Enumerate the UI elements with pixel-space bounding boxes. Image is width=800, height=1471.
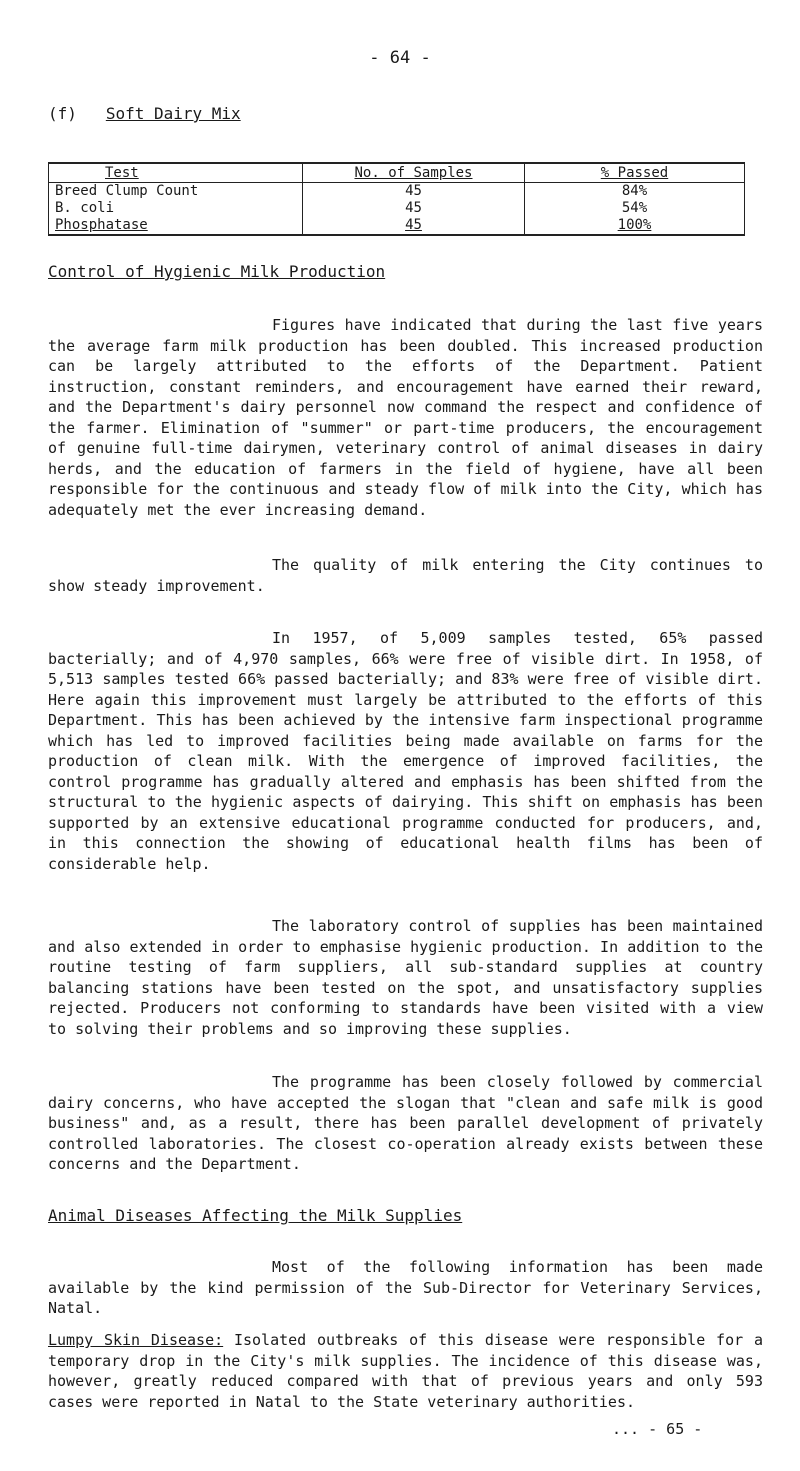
page-number: - 64 - — [369, 48, 431, 68]
table-cell: 45 — [303, 183, 525, 201]
lumpy-skin-text: Isolated outbreaks of this disease were responsible for a temporary drop in the City's milk supplies. The incidence of this disease was, however, greatly reduced compared with that of previous years and only 593 cases were reported in Natal to the State veterinary authorities. — [48, 1331, 763, 1411]
table-cell: Breed Clump Count — [49, 183, 303, 201]
section-heading — [48, 104, 241, 124]
control-paragraph-1: Figures have indicated that during the last five years the average farm milk production has been doubled. This increased production can be largely attributed to the efforts of the Department. Patient instruction, constant reminders, and encouragement have earned their reward, and the Department's dairy personnel now command the respect and confidence of the farmer. Elimination of "summer" or part-time producers, the encouragement of genuine full-time dairymen, veterinary control of animal diseases in dairy herds, and the education of farmers in the field of hygiene, have all been responsible for the continuous and steady flow of milk into the City, which has adequately met the ever increasing demand. — [48, 316, 763, 519]
section-marker: (f) — [48, 104, 77, 123]
table-cell: 100% — [525, 217, 745, 235]
animal-paragraph-1: Most of the following information has been made available by the kind permission of the Sub-Director for Veterinary Services, Natal. — [48, 1258, 763, 1317]
control-paragraph-3: In 1957, of 5,009 samples tested, 65% passed bacterially; and of 4,970 samples, 66% were free of visible dirt. In 1958, of 5,513 samples tested 66% passed bacterially; and 83% were free of visible dirt. Here again this improvement must largely be attributed to the efforts of this Department. This has been achieved by the intensive farm inspectional programme which has led to improved facilities being made available on farms for the production of clean milk. With the emergence of improved facilities, the control programme has gradually altered and emphasis has been shifted from the structural to the hygienic aspects of dairying. This shift on emphasis has been supported by an extensive educational programme conducted for producers, and, in this connection the showing of educational health films has been of considerable help. — [48, 629, 763, 873]
table-cell: 45 — [303, 217, 525, 235]
table-row — [49, 217, 745, 235]
table-row — [49, 183, 745, 201]
page-footer: ... - 65 - — [612, 1420, 703, 1438]
control-heading: Control of Hygienic Milk Production — [48, 262, 386, 281]
column-header-samples: No. of Samples — [303, 163, 525, 183]
table-header-row — [49, 163, 745, 183]
table-cell: 54% — [525, 200, 745, 217]
table-cell: 84% — [525, 183, 745, 201]
column-header-passed: % Passed — [525, 163, 745, 183]
column-header-test: Test — [49, 163, 303, 183]
lumpy-skin-paragraph — [48, 1330, 763, 1412]
table-cell: B. coli — [49, 200, 303, 217]
control-paragraph-2: The quality of milk entering the City continues to show steady improvement. — [48, 556, 763, 595]
table-row — [49, 200, 745, 217]
lumpy-skin-label: Lumpy Skin Disease: — [48, 1331, 224, 1349]
results-table — [48, 162, 745, 236]
control-paragraph-4: The laboratory control of supplies has been maintained and also extended in order to emphasise hygienic production. In addition to the routine testing of farm suppliers, all sub-standard supplies at country balancing stations have been tested on the spot, and unsatisfactory supplies rejected. Producers not conforming to standards have been visited with a view to solving their problems and so improving these supplies. — [48, 917, 763, 1038]
table-cell: Phosphatase — [49, 217, 303, 235]
control-paragraph-5: The programme has been closely followed by commercial dairy concerns, who have accepted the slogan that "clean and safe milk is good business" and, as a result, there has been parallel development of privately controlled laboratories. The closest co-operation already exists between these concerns and the Department. — [48, 1073, 763, 1173]
animal-heading: Animal Diseases Affecting the Milk Supplies — [48, 1206, 463, 1225]
table-cell: 45 — [303, 200, 525, 217]
section-title: Soft Dairy Mix — [105, 104, 241, 123]
